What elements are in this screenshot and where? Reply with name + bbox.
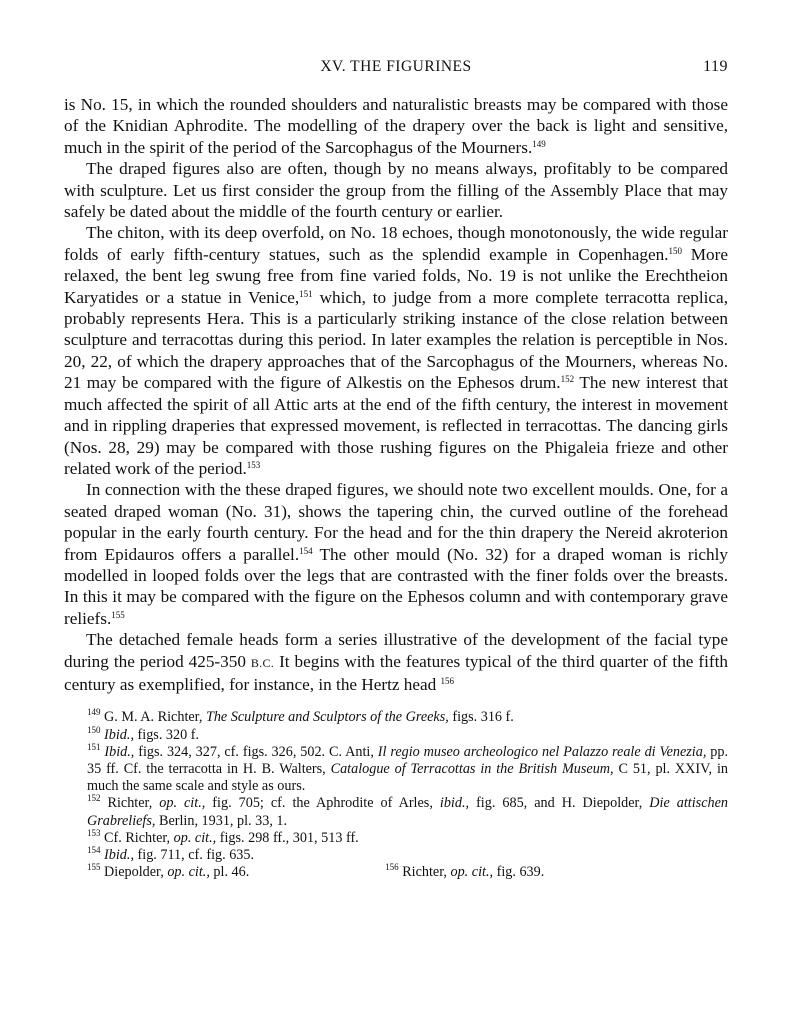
paragraph [64, 158, 728, 222]
text-segment: fig. 711, cf. fig. 635. [134, 847, 255, 863]
text-segment: Richter, [100, 795, 160, 812]
footnote-reference: 151 [87, 741, 101, 752]
text-segment: Berlin, 1931, pl. 33, 1. [155, 812, 288, 829]
text-segment: ibid., [439, 795, 470, 812]
book-page [64, 58, 728, 881]
text-segment: Cf. Richter, [100, 829, 174, 846]
text-segment: Ibid., [104, 726, 134, 743]
text-segment: Die attischen Grabreliefs, [87, 795, 728, 829]
text-segment: op. cit., [173, 829, 217, 846]
text-segment: fig. 639. [493, 864, 545, 881]
text-segment: which, to judge from a more complete terracotta replica, probably represents Hera. This is a particularly striking instance of the close relation between sculpture and terracottas during this period. In later examples the relation is perceptible in Nos. 20, 22, of which the drapery approaches that of the Sarcophagus of the Mourners, whereas No. 21 may be compared with the figure of Alkestis on the Ephesos drum. [64, 287, 728, 393]
text-segment: The draped figures also are often, though by no means always, profitably to be compared with sculpture. Let us first consider the group from the filling of the Assembly Place that may safely be dated about the middle of the fourth century or earlier. [64, 159, 728, 222]
text-segment: Catalogue of Terracottas in the British Museum, [330, 760, 614, 777]
footnote-reference: 155 [87, 862, 101, 873]
footnote-pair [64, 864, 728, 881]
footnote-152 [64, 795, 728, 829]
footnote-150 [64, 724, 728, 744]
text-segment: fig. 705; cf. the Aphrodite of Arles, [205, 795, 440, 812]
footnote-reference: 150 [87, 724, 101, 735]
text-segment: op. cit., [167, 864, 210, 881]
footnote-151 [64, 741, 729, 796]
text-segment: op. cit., [159, 795, 206, 812]
running-header [64, 58, 728, 84]
footnote-reference: 155 [111, 609, 125, 620]
footnotes [64, 709, 728, 881]
paragraph [64, 222, 728, 479]
footnote-reference: 149 [87, 707, 101, 718]
text-segment: Ibid., [104, 743, 135, 760]
text-segment: op. cit., [450, 864, 494, 881]
footnote-reference: 156 [440, 675, 455, 686]
footnote-reference: 154 [87, 845, 101, 855]
paragraph [64, 629, 728, 695]
text-segment: Richter, [398, 864, 451, 881]
text-segment: Diepolder, [100, 864, 168, 881]
text-segment: The Sculpture and Sculptors of the Greeks, [205, 709, 449, 726]
text-segment: More relaxed, the bent leg swung free from fine varied folds, No. 19 is not unlike the Erechtheion Karyatides or a statue in Venice, [64, 244, 728, 307]
paragraph [64, 479, 728, 629]
footnote-reference: 150 [668, 245, 682, 256]
footnote-155 [87, 864, 385, 881]
text-segment: Il regio museo archeologico nel Palazzo reale di Venezia, [377, 743, 707, 760]
text-segment: pp. 35 ff. Cf. the terracotta in H. B. Walters, [87, 743, 728, 777]
text-segment: The detached female heads form a series illustrative of the development of the facial type during the period 425-350 [64, 630, 728, 671]
footnote-156 [385, 864, 728, 881]
text-segment: G. M. A. Richter, [100, 709, 206, 726]
footnote-reference: 151 [299, 288, 313, 299]
footnote-reference: 149 [532, 138, 546, 149]
text-segment: figs. 298 ff., 301, 513 ff. [216, 829, 359, 846]
text-segment: is No. 15, in which the rounded shoulders and naturalistic breasts may be compared with those of the Knidian Aphrodite. The modelling of the drapery over the back is light and sensitive, much in the spirit of the period of the Sarcophagus of the Mourners. [64, 95, 728, 157]
footnote-153 [64, 827, 728, 847]
text-segment: pl. 46. [209, 864, 250, 881]
text-segment: In connection with the these draped figures, we should note two excellent moulds. One, for a seated draped woman (No. 31), shows the tapering chin, the curved outline of the forehead popular in the early fourth century. For the head and for the thin drapery the Nereid akroterion from Epidauros offers a parallel. [64, 480, 728, 564]
footnote-reference: 152 [560, 374, 575, 385]
paragraph [64, 94, 728, 158]
text-segment: C 51, pl. XXIV, in much the same scale and style as ours. [87, 760, 729, 795]
text-segment: The other mould (No. 32) for a draped woman is richly modelled in looped folds over the legs that are contrasted with the finer folds over the breasts. In this it may be compared with the figure on the Ephesos column and with contemporary grave reliefs. [64, 544, 729, 628]
text-segment: figs. 316 f. [448, 709, 514, 726]
footnote-reference: 156 [385, 862, 399, 873]
footnote-reference: 153 [246, 459, 261, 470]
text-segment: figs. 320 f. [134, 726, 200, 743]
text-segment: The chiton, with its deep overfold, on No. 18 echoes, though monotonously, the wide regular folds of early fifth-century statues, such as the splendid example in Copenhagen. [64, 223, 728, 264]
text-segment: It begins with the features typical of the third quarter of the fifth century as exemplified, for instance, in the Hertz head [64, 651, 728, 694]
footnote-reference: 153 [87, 827, 101, 838]
text-segment: Ibid., [104, 847, 134, 863]
text-segment: B.C. [250, 655, 275, 670]
body-text [64, 94, 728, 695]
page-number: 119 [703, 58, 728, 75]
footnote-149 [64, 709, 728, 726]
chapter-title: XV. THE FIGURINES [320, 58, 472, 75]
text-segment: The new interest that much affected the spirit of all Attic arts at the end of the fifth century, the interest in movement and in rippling draperies that expressed movement, is reflected in terracottas. The dancing girls (Nos. 28, 29) may be compared with those rushing figures on the Phigaleia frieze and other related work of the period. [64, 373, 728, 478]
footnote-reference: 154 [299, 545, 313, 556]
footnote-reference: 152 [87, 793, 101, 804]
text-segment: figs. 324, 327, cf. figs. 326, 502. C. Anti, [134, 743, 378, 760]
text-segment: fig. 685, and H. Diepolder, [469, 795, 650, 812]
